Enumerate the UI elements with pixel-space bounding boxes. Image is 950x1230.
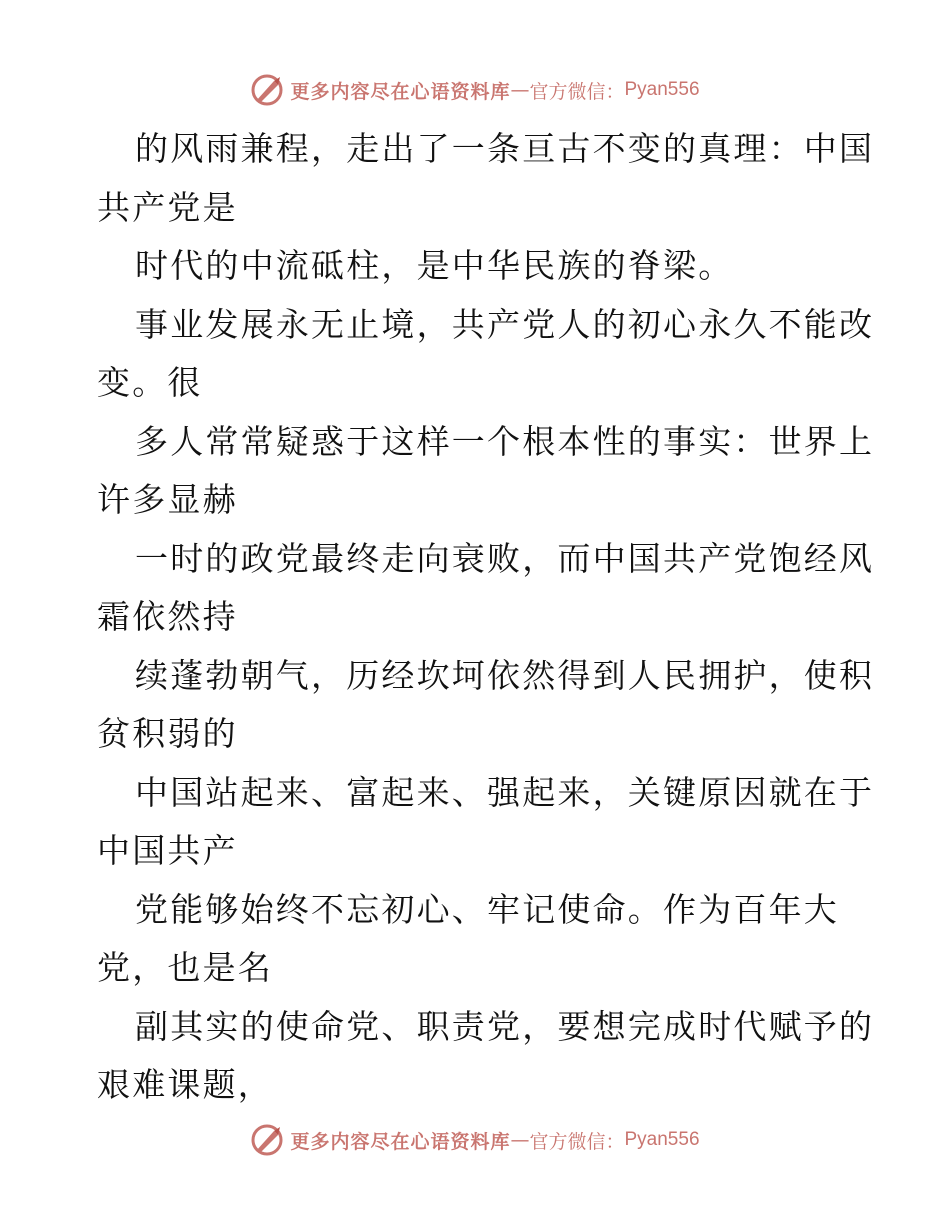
document-body: [97, 120, 875, 1115]
footer-site-text: 更多内容尽在心语资料库: [290, 1130, 511, 1153]
header-site-text: 更多内容尽在心语资料库: [290, 80, 511, 103]
body-line: 多人常常疑惑于这样一个根本性的事实：世界上: [135, 421, 875, 461]
body-line: 艰难课题，: [97, 1065, 273, 1104]
body-line: 事业发展永无止境，共产党人的初心永久不能改: [135, 304, 875, 344]
body-line: 霜依然持: [97, 597, 238, 636]
footer-wechat-id: Pyan556: [624, 1129, 700, 1150]
body-line: 变。很: [97, 363, 203, 402]
body-line: 一时的政党最终走向衰败，而中国共产党饱经风: [135, 538, 875, 578]
body-line: 的风雨兼程，走出了一条亘古不变的真理：中国: [135, 129, 875, 168]
footer-dash: —: [510, 1129, 530, 1151]
header-watermark-banner: [0, 70, 950, 110]
header-wechat-id: Pyan556: [624, 79, 700, 100]
footer-watermark-banner: [0, 1120, 950, 1160]
quill-logo-icon: [250, 1123, 284, 1157]
body-line: 时代的中流砥柱，是中华民族的脊梁。: [135, 246, 734, 285]
body-line: 共产党是: [97, 187, 238, 227]
body-line: 许多显赫: [97, 480, 238, 519]
footer-wechat-label: 官方微信：: [529, 1130, 625, 1153]
body-line: 党能够始终不忘初心、牢记使命。作为百年大: [135, 889, 839, 929]
body-line: 副其实的使命党、职责党，要想完成时代赋予的: [135, 1006, 875, 1046]
body-line: 中国共产: [97, 831, 238, 870]
body-line: 中国站起来、富起来、强起来，关键原因就在于: [135, 772, 875, 812]
body-line: 党，也是名: [97, 948, 273, 987]
quill-logo-icon: [250, 73, 284, 107]
body-line: 续蓬勃朝气，历经坎坷依然得到人民拥护，使积: [135, 655, 875, 695]
header-wechat-label: 官方微信：: [529, 80, 625, 103]
body-line: 贫积弱的: [97, 714, 238, 753]
header-dash: —: [510, 79, 530, 101]
